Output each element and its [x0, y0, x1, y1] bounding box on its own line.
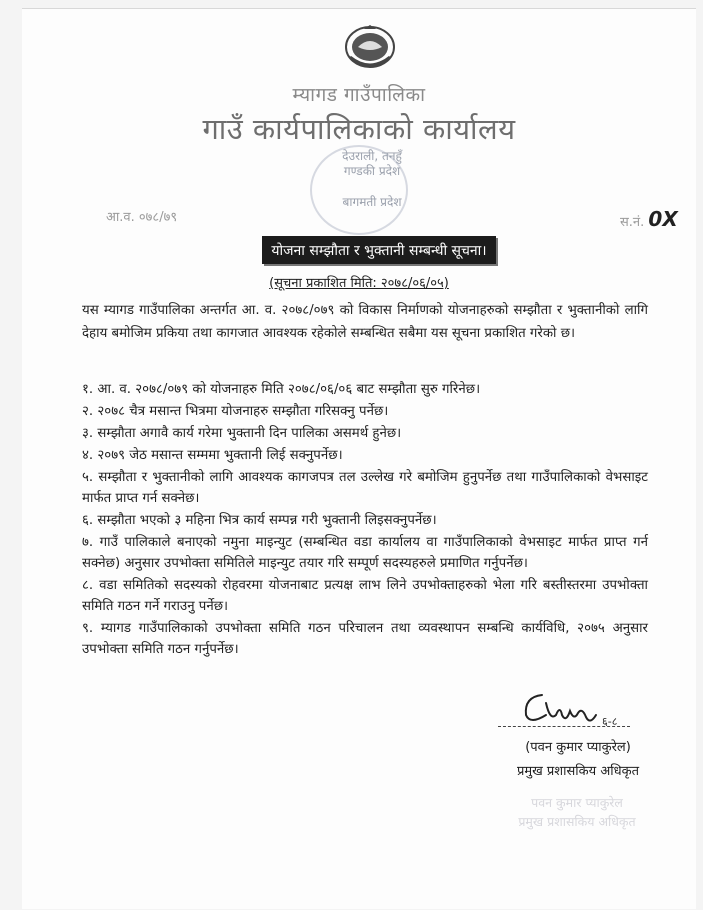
fiscal-year-reference: आ.व. ०७८/७९: [106, 210, 178, 225]
municipality-name: म्यागड गाउँपालिका: [292, 84, 426, 106]
signature-line: [498, 726, 630, 727]
requirements-list: [82, 379, 648, 661]
national-emblem-icon: [344, 23, 396, 69]
list-item: ८. वडा समितिको सदस्यको रोहवरमा योजनाबाट प्रत्यक्ष लाभ लिने उपभोक्ताहरुको भेला गरि बस्तीस्तरमा उपभोक्ता समिति गठन गर्ने गराउनु पर्नेछ।: [82, 578, 648, 614]
signatory-name: (पवन कुमार प्याकुरेल): [525, 740, 631, 755]
stamp-line: देउराली, तनहुँ: [342, 149, 402, 163]
list-item: २. २०७८ चैत्र मसान्त भित्रमा योजनाहरु सम्झौता गरिसक्नु पर्नेछ।: [82, 404, 389, 419]
list-item: १. आ. व. २०७८/०७९ को योजनाहरु मिति २०७८/०६/०६ बाट सम्झौता सुरु गरिनेछ।: [82, 382, 481, 397]
signature-date: ६-८: [602, 715, 618, 728]
bleed-through-text: [492, 793, 662, 831]
serial-label: स.नं.: [620, 215, 645, 230]
intro-paragraph: यस म्यागड गाउँपालिका अन्तर्गत आ. व. २०७८/०७९ को विकास निर्माणको योजनाहरुको सम्झौता र भुक्तानीको लागि देहाय बमोजिम प्रकिया तथा कागजात आवश्यक रहेकोले सम्बन्धित सबैमा यस सूचना प्रकाशित गरेको छ।: [82, 303, 648, 341]
handwritten-signature: [516, 685, 636, 731]
signatory-title: प्रमुख प्रशासकिय अधिकृत: [516, 764, 640, 779]
stamp-line: गण्डकी प्रदेश: [343, 164, 401, 178]
serial-value: 0X: [648, 207, 678, 231]
stamp-line: बागमती प्रदेश: [342, 195, 402, 209]
office-stamp-text: [282, 149, 462, 210]
list-item: ३. सम्झौता अगावै कार्य गरेमा भुक्तानी दिन पालिका असमर्थ हुनेछ।: [82, 426, 402, 441]
bleed-line: प्रमुख प्रशासकिय अधिकृत: [518, 814, 636, 829]
list-item: ९. म्यागड गाउँपालिकाको उपभोक्ता समिति गठन परिचालन तथा व्यवस्थापन सम्बन्धि कार्यविधि, २०७५ अनुसार उपभोक्ता समिति गठन गर्नुपर्नेछ।: [82, 621, 648, 657]
list-item: ४. २०७९ जेठ मसान्त सम्ममा भुक्तानी लिई सक्नुपर्नेछ।: [82, 448, 343, 463]
published-date: (सूचना प्रकाशित मिति: २०७८/०६/०५): [269, 276, 449, 291]
bleed-line: पवन कुमार प्याकुरेल: [531, 795, 623, 810]
list-item: ६. सम्झौता भएको ३ महिना भित्र कार्य सम्पन्न गरी भुक्तानी लिइसक्नुपर्नेछ।: [82, 513, 437, 528]
serial-number: [620, 207, 678, 231]
document-page: [22, 8, 696, 909]
office-name: गाउँ कार्यपालिकाको कार्यालय: [202, 112, 516, 146]
list-item: ७. गाउँ पालिकाले बनाएको नमुना माइन्युट (सम्बन्धित वडा कार्यालय वा गाउँपालिकाको वेभसाइट मार्फत प्राप्त गर्न सक्नेछ) अनुसार उपभोक्ता समितिले माइन्युट तयार गरि सम्पूर्ण सदस्यहरुले प्रमाणित गर्नुपर्नेछ।: [82, 535, 648, 571]
notice-title: योजना सम्झौता र भुक्तानी सम्बन्धी सूचना।: [262, 236, 496, 264]
list-item: ५. सम्झौता र भुक्तानीको लागि आवश्यक कागजपत्र तल उल्लेख गरे बमोजिम हुनुपर्नेछ तथा गाउँपालिकाको वेभसाइट मार्फत प्राप्त गर्न सक्नेछ।: [82, 470, 648, 506]
